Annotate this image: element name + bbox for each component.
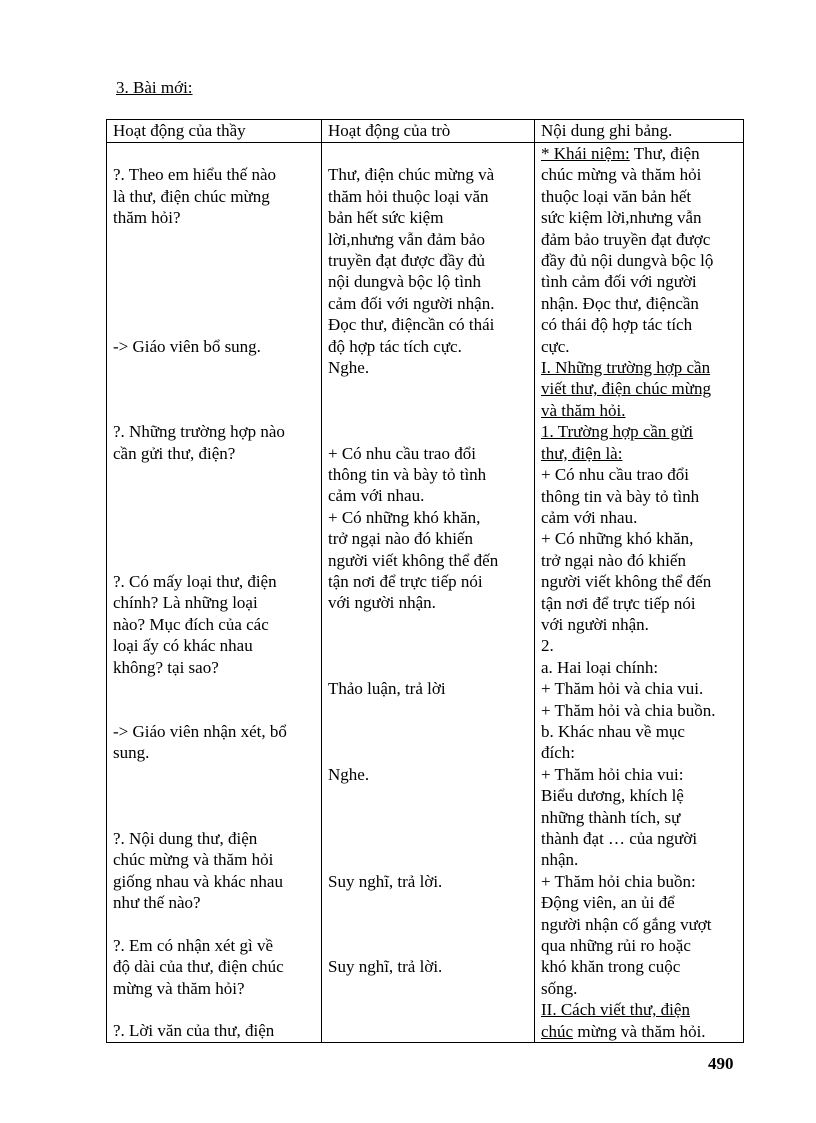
board-line [541, 336, 737, 357]
student-line [328, 742, 528, 763]
board-line [541, 999, 737, 1020]
teacher-line: ?. Theo em hiểu thế nào [113, 165, 277, 185]
board-line [541, 956, 737, 977]
teacher-line [113, 464, 315, 485]
board-line-text: + Thăm hỏi và chia buồn. [541, 700, 716, 720]
board-line [541, 164, 737, 185]
board-line-text: Động viên, an ủi để [541, 893, 675, 913]
teacher-line [113, 528, 315, 549]
board-line [541, 421, 737, 442]
board-line [541, 400, 737, 421]
student-line: + Có những khó khăn, [328, 507, 481, 527]
teacher-line: độ dài của thư, điện chúc [113, 957, 284, 977]
teacher-line: mừng và thăm hỏi? [113, 978, 245, 998]
teacher-line [113, 400, 315, 421]
teacher-line: loại ấy có khác nhau [113, 636, 253, 656]
teacher-line: cần gửi thư, điện? [113, 443, 236, 463]
student-line: thăm hỏi thuộc loại văn [328, 186, 489, 206]
board-line-text: có thái độ hợp tác tích [541, 315, 693, 335]
student-line [328, 421, 528, 442]
teacher-line [113, 229, 315, 250]
teacher-line [113, 764, 315, 785]
teacher-line: chúc mừng và thăm hỏi [113, 850, 274, 870]
board-line [541, 785, 737, 806]
teacher-line [113, 314, 315, 335]
board-line [541, 464, 737, 485]
board-line-underlined: thư, điện là: [541, 443, 623, 463]
section-heading: 3. Bài mới: [116, 78, 193, 97]
student-line [328, 635, 528, 656]
teacher-line [113, 485, 315, 506]
teacher-line: sung. [113, 743, 150, 763]
teacher-line: như thế nào? [113, 892, 201, 912]
student-line: cảm đối với người nhận. [328, 293, 495, 313]
student-line: Suy nghĩ, trả lời. [328, 957, 443, 977]
student-line [328, 828, 528, 849]
teacher-line [113, 699, 315, 720]
student-line: Nghe. [328, 358, 370, 378]
board-line [541, 849, 737, 870]
teacher-line [113, 999, 315, 1020]
board-line-underlined: chúc [541, 1021, 574, 1041]
board-line [541, 678, 737, 699]
board-line [541, 486, 737, 507]
student-line [328, 913, 528, 934]
board-line [541, 635, 737, 656]
student-line [328, 614, 528, 635]
board-line-text: thuộc loại văn bản hết [541, 186, 692, 206]
student-line: bản hết sức kiệm [328, 208, 444, 228]
board-line-underlined: viết thư, điện chúc mừng [541, 379, 711, 399]
board-line [541, 207, 737, 228]
teacher-line: ?. Em có nhận xét gì về [113, 935, 274, 955]
board-line-underlined: I. Những trường hợp cần [541, 358, 711, 378]
student-line [328, 400, 528, 421]
board-line-text: sống. [541, 978, 578, 998]
board-line-text: + Có những khó khăn, [541, 529, 694, 549]
teacher-line [113, 271, 315, 292]
board-line-text: đầy đủ nội dungvà bộc lộ [541, 251, 714, 271]
board-line [541, 1021, 737, 1042]
board-line-text: cực. [541, 336, 570, 356]
board-line-text: nhận. [541, 850, 579, 870]
board-line-text: đảm bảo truyền đạt được [541, 229, 711, 249]
board-line-text: Biểu dương, khích lệ [541, 786, 684, 806]
board-line-text: tận nơi để trực tiếp nói [541, 593, 696, 613]
teacher-line [113, 806, 315, 827]
board-line-text: những thành tích, sự [541, 807, 681, 827]
student-line: Đọc thư, điệncần có thái [328, 315, 495, 335]
student-line: thông tin và bày tỏ tình [328, 465, 487, 485]
teacher-line [113, 913, 315, 934]
student-line: Thảo luận, trả lời [328, 679, 446, 699]
board-line-text: qua những rủi ro hoặc [541, 936, 691, 956]
board-line-text: b. Khác nhau về mục [541, 721, 685, 741]
board-line [541, 892, 737, 913]
board-line-underlined: 1. Trường hợp cần gửi [541, 422, 694, 442]
board-line-text: + Có nhu cầu trao đổi [541, 465, 689, 485]
board-line-text: cảm với nhau. [541, 507, 638, 527]
board-line [541, 978, 737, 999]
board-line [541, 378, 737, 399]
teacher-activity-cell [107, 143, 322, 1043]
board-line [541, 914, 737, 935]
board-line [541, 143, 737, 164]
student-line: lời,nhưng vẫn đảm bảo [328, 229, 486, 249]
board-line [541, 828, 737, 849]
board-line [541, 764, 737, 785]
teacher-line: ?. Những trường hợp nào [113, 422, 285, 442]
teacher-line: -> Giáo viên bổ sung. [113, 336, 261, 356]
board-line-text: + Thăm hỏi chia vui: [541, 764, 684, 784]
board-line [541, 871, 737, 892]
board-line-underlined: * Khái niệm: [541, 144, 630, 163]
teacher-line [113, 378, 315, 399]
student-line: Nghe. [328, 764, 370, 784]
board-line [541, 443, 737, 464]
board-line [541, 507, 737, 528]
student-line [328, 721, 528, 742]
board-line-text: đích: [541, 743, 575, 763]
student-line: truyền đạt được đầy đủ [328, 251, 485, 271]
board-line-text: Thư, điện [629, 144, 700, 163]
student-line [328, 699, 528, 720]
student-line [328, 657, 528, 678]
student-line: tận nơi để trực tiếp nói [328, 572, 483, 592]
board-line-text: a. Hai loại chính: [541, 657, 659, 677]
student-line: cảm với nhau. [328, 486, 425, 506]
board-content-cell [535, 143, 744, 1043]
board-line-text: với người nhận. [541, 614, 649, 634]
student-activity-cell [322, 143, 535, 1043]
board-line-text: mừng và thăm hỏi. [573, 1021, 706, 1041]
board-line-text: thông tin và bày tỏ tình [541, 486, 700, 506]
student-line: nội dungvà bộc lộ tình [328, 272, 481, 292]
teacher-line [113, 785, 315, 806]
board-line-text: người nhận cố gắng vượt [541, 914, 712, 934]
lesson-table [106, 119, 744, 1043]
board-line-text: người viết không thể đến [541, 572, 712, 592]
teacher-line [113, 293, 315, 314]
teacher-line: không? tại sao? [113, 657, 219, 677]
teacher-line [113, 357, 315, 378]
teacher-line [113, 678, 315, 699]
board-line [541, 250, 737, 271]
student-line: + Có nhu cầu trao đổi [328, 443, 476, 463]
student-line: Thư, điện chúc mừng và [328, 165, 495, 185]
teacher-line: -> Giáo viên nhận xét, bổ [113, 721, 287, 741]
teacher-line [113, 143, 315, 164]
student-line [328, 785, 528, 806]
student-line: với người nhận. [328, 593, 436, 613]
board-line-text: khó khăn trong cuộc [541, 957, 681, 977]
student-line: trở ngại nào đó khiến [328, 529, 473, 549]
teacher-line: chính? Là những loại [113, 593, 258, 613]
board-line [541, 186, 737, 207]
board-line-underlined: và thăm hỏi. [541, 400, 626, 420]
board-line [541, 657, 737, 678]
student-line [328, 892, 528, 913]
teacher-line [113, 507, 315, 528]
student-line [328, 849, 528, 870]
student-line: Suy nghĩ, trả lời. [328, 871, 443, 891]
student-line [328, 806, 528, 827]
board-line-text: tình cảm đối với người [541, 272, 697, 292]
table-body-row [107, 143, 744, 1043]
board-line [541, 528, 737, 549]
board-line [541, 229, 737, 250]
teacher-line: nào? Mục đích của các [113, 614, 269, 634]
board-line [541, 742, 737, 763]
board-line-text: nhận. Đọc thư, điệncần [541, 293, 699, 313]
board-line-underlined: II. Cách viết thư, điện [541, 1000, 690, 1020]
board-line [541, 357, 737, 378]
board-line [541, 700, 737, 721]
board-line [541, 614, 737, 635]
teacher-line: giống nhau và khác nhau [113, 871, 283, 891]
table-header-row [107, 120, 744, 143]
board-line [541, 721, 737, 742]
board-line-text: + Thăm hỏi và chia vui. [541, 679, 704, 699]
board-line-text: sức kiệm lời,nhưng vẫn [541, 208, 702, 228]
board-line [541, 571, 737, 592]
header-teacher-activity: Hoạt động của thầy [107, 120, 322, 143]
board-line-text: trở ngại nào đó khiến [541, 550, 686, 570]
header-student-activity: Hoạt động của trò [322, 120, 535, 143]
board-line-text: thành đạt … của người [541, 829, 698, 848]
board-line-text: 2. [541, 636, 554, 656]
student-line [328, 378, 528, 399]
student-line: độ hợp tác tích cực. [328, 336, 462, 356]
teacher-line: ?. Lời văn của thư, điện [113, 1021, 275, 1041]
board-line-text: chúc mừng và thăm hỏi [541, 165, 702, 185]
board-line-text: + Thăm hỏi chia buồn: [541, 871, 696, 891]
teacher-line: là thư, điện chúc mừng [113, 186, 270, 206]
student-line [328, 935, 528, 956]
teacher-line: ?. Có mấy loại thư, điện [113, 571, 277, 591]
board-line [541, 271, 737, 292]
board-line [541, 293, 737, 314]
student-line [328, 143, 528, 164]
teacher-line: ?. Nội dung thư, điện [113, 828, 258, 848]
page-number: 490 [708, 1054, 734, 1073]
student-line: người viết không thể đến [328, 550, 499, 570]
board-line [541, 314, 737, 335]
header-board-content: Nội dung ghi bảng. [535, 120, 744, 143]
teacher-line [113, 250, 315, 271]
board-line [541, 935, 737, 956]
board-line [541, 550, 737, 571]
teacher-line [113, 550, 315, 571]
teacher-line: thăm hỏi? [113, 208, 181, 228]
board-line [541, 593, 737, 614]
board-line [541, 807, 737, 828]
